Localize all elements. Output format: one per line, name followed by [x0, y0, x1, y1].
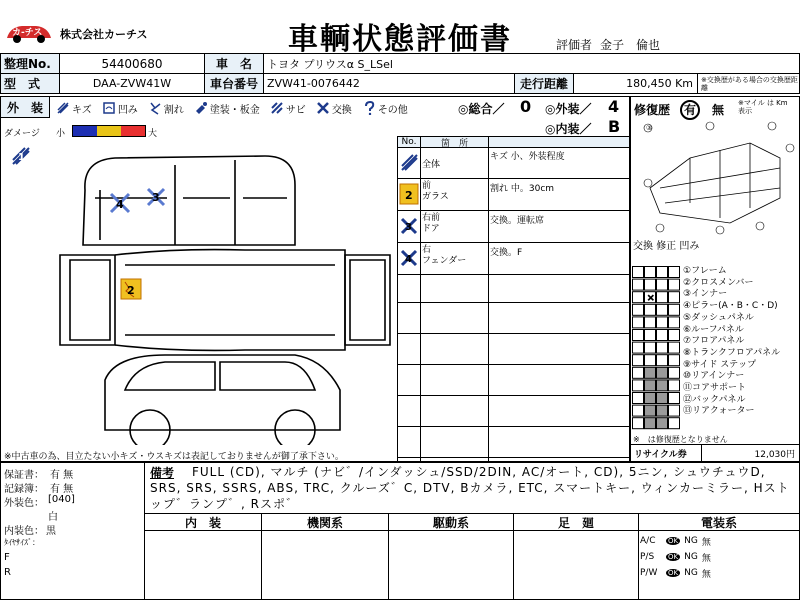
svg-text:3: 3	[405, 222, 412, 233]
ext-color-value: 白	[48, 512, 58, 523]
mark-4-right-fender	[108, 191, 132, 219]
repair-grid-cell	[657, 330, 668, 341]
dent-icon	[102, 101, 116, 115]
col-engine-body	[261, 530, 389, 600]
repair-grid-cell	[669, 405, 680, 416]
repair-grid-cell	[669, 292, 680, 303]
ok-circle: OK	[668, 537, 679, 545]
repair-grid-cell	[633, 367, 644, 378]
repair-grid-cell	[645, 317, 656, 328]
company-name: 株式会社カーチス	[60, 28, 148, 41]
repair-item-inner: ③インナー	[683, 289, 728, 300]
elec-row-pw: P/W OK NG 無	[640, 568, 711, 580]
table-row	[397, 179, 630, 211]
repair-grid-cell	[633, 292, 644, 303]
repair-grid-cell	[657, 367, 668, 378]
exterior-label: 外 装	[0, 96, 50, 118]
repair-grid-cell	[645, 380, 656, 391]
notes-header-part: 箇 所	[420, 136, 489, 148]
col-electrical: 電装系	[638, 513, 800, 531]
repair-label: 修復歴	[634, 103, 671, 117]
mark-3-right-front-door	[145, 186, 167, 212]
evaluator-name: 金子 倫也	[600, 38, 661, 52]
car-diagram	[55, 150, 395, 445]
repair-item-pillar: ④ピラー(A・B・C・D)	[683, 301, 778, 312]
replace-icon	[316, 101, 330, 115]
notes-row-1-icon	[399, 152, 419, 176]
svg-text:2: 2	[405, 189, 413, 202]
col-interior: 内 装	[144, 513, 262, 531]
car-name-value: トヨタ プリウスα S_LSel	[263, 53, 800, 74]
col-engine: 機関系	[261, 513, 389, 531]
warranty-value: 有 無	[50, 470, 74, 481]
table-row	[397, 211, 630, 243]
chassis-value: ZVW41-0076442	[263, 73, 515, 94]
legend-other: その他	[362, 101, 408, 116]
scratch-icon	[56, 101, 70, 115]
repair-item-rear-inner: ⑩リアインナー	[683, 371, 745, 382]
repair-grid-cell	[669, 317, 680, 328]
elec-row-ac: A/C OK NG 無	[640, 536, 711, 548]
repair-grid-cell	[633, 342, 644, 353]
paint-icon	[194, 101, 208, 115]
repair-grid-cell	[669, 330, 680, 341]
col-suspension: 足 廻	[513, 513, 639, 531]
col-suspension-body	[513, 530, 639, 600]
legend-paint: 塗装・板金	[194, 101, 260, 116]
repair-grid-cell	[657, 279, 668, 290]
col-header-fix: 修正	[656, 241, 677, 252]
repair-items-list	[683, 266, 780, 418]
notes-empty-rows	[397, 272, 630, 462]
repair-item-dash-panel: ⑤ダッシュパネル	[683, 312, 754, 323]
col-drivetrain-body	[388, 530, 514, 600]
repair-grid-cell	[633, 380, 644, 391]
legend-rust: サビ	[270, 101, 306, 116]
car-frame-diagram	[640, 118, 795, 238]
repair-grid-cell	[645, 330, 656, 341]
col-interior-body	[144, 530, 262, 600]
tire-r: R	[4, 567, 11, 578]
overall-label: ◎総合／	[458, 102, 505, 116]
document-title: 車輌状態評価書	[288, 22, 512, 57]
ext-grade-value: 4	[608, 97, 620, 116]
repair-item-trunk-floor: ⑧トランクフロアパネル	[683, 347, 781, 358]
svg-text:3: 3	[152, 191, 160, 204]
repair-item-side-step: ⑨サイド ステップ	[683, 359, 757, 370]
damage-large-label: 大	[148, 129, 158, 139]
repair-grid-cell	[657, 355, 668, 366]
int-color-value: 黒	[46, 526, 56, 537]
repair-grid-cell	[645, 367, 656, 378]
notes-rows	[397, 147, 630, 275]
notes-row-3-icon	[399, 216, 419, 240]
repair-grid-cell	[645, 342, 656, 353]
repair-grid-cell	[657, 380, 668, 391]
remarks-label: 備考	[150, 466, 175, 480]
ext-grade-label: ◎外装／	[545, 102, 592, 116]
repair-grid-cell	[657, 342, 668, 353]
evaluator-label: 評価者	[556, 38, 593, 52]
repair-grid-cell	[669, 279, 680, 290]
repair-grid-cell	[669, 418, 680, 429]
overall-value: 0	[520, 97, 532, 116]
int-color-label: 内装色：	[4, 526, 44, 537]
rust-icon	[270, 101, 284, 115]
exterior-footnote: ※中古車の為、目立たない小キズ・ウスキズは表記しておりませんが御了承下さい。	[4, 452, 344, 462]
repair-grid-cell	[645, 418, 656, 429]
repair-no: 無	[712, 103, 725, 117]
col-drivetrain: 駆動系	[388, 513, 514, 531]
legend-replace: 交換	[316, 101, 352, 116]
repair-grid-cell	[657, 292, 668, 303]
repair-grid-cell	[657, 393, 668, 404]
repair-footnote: ※ は修復歴となりません	[633, 435, 728, 444]
tire-f: F	[4, 552, 10, 563]
repair-mile-note: ※マイル は Km 表示	[738, 99, 788, 115]
legend-row	[56, 99, 408, 117]
notes-row-3-desc: 交換。運転席	[490, 216, 545, 226]
damage-small-label: 小	[56, 129, 66, 139]
other-icon	[362, 101, 376, 115]
repair-grid-cell	[657, 267, 668, 278]
ok-circle: OK	[668, 553, 679, 561]
repair-grid-cell	[657, 304, 668, 315]
record-label: 記録簿：	[4, 484, 44, 495]
repair-grid-cell	[669, 393, 680, 404]
repair-grid-cell	[645, 405, 656, 416]
damage-scale-bar	[72, 125, 146, 137]
repair-grid-cell	[645, 267, 656, 278]
mileage-value: 180,450 Km	[573, 73, 698, 94]
repair-grid-x-mark: ×	[647, 293, 655, 304]
repair-grid-cell	[633, 393, 644, 404]
col-header-replace: 交換	[633, 241, 653, 252]
mark-2-windshield	[120, 278, 142, 304]
notes-row-4-icon	[399, 248, 419, 272]
notes-row-3-part: 右前 ドア	[422, 213, 441, 234]
warranty-label: 保証書：	[4, 470, 44, 481]
notes-col-divider-2	[488, 136, 489, 462]
int-grade-label: ◎内装／	[545, 122, 592, 136]
notes-row-1-desc: キズ 小、外装程度	[490, 152, 565, 162]
col-header-dent: 凹み	[679, 241, 700, 252]
notes-row-4-desc: 交換。F	[490, 248, 523, 258]
repair-grid-cell	[645, 393, 656, 404]
mileage-label: 走行距離	[514, 73, 574, 94]
repair-grid-cell	[645, 279, 656, 290]
repair-grid-cell	[669, 355, 680, 366]
car-name-label: 車 名	[204, 53, 264, 74]
elec-row-ps: P/S OK NG 無	[640, 552, 711, 564]
notes-header-no: No.	[397, 136, 421, 148]
notes-row-2-icon	[399, 183, 419, 209]
repair-grid-cell	[633, 418, 644, 429]
repair-yes: 有	[680, 100, 700, 120]
repair-grid-cell	[657, 317, 668, 328]
repair-grid	[632, 266, 682, 431]
repair-item-cross-member: ②クロスメンバー	[683, 277, 754, 288]
legend-crack: 割れ	[148, 101, 184, 116]
table-row	[397, 243, 630, 275]
svg-text:4: 4	[405, 254, 412, 265]
mark-1-whole-car	[10, 146, 32, 170]
repair-grid-cell	[645, 355, 656, 366]
repair-grid-cell	[633, 405, 644, 416]
repair-grid-cell	[669, 367, 680, 378]
ok-circle: OK	[668, 569, 679, 577]
repair-grid-cell	[645, 304, 656, 315]
repair-item-frame: ①フレーム	[683, 266, 727, 276]
int-grade-value: B	[608, 117, 621, 136]
repair-grid-cell	[669, 267, 680, 278]
svg-text:③: ③	[646, 124, 653, 132]
repair-item-core-support: ⑪コアサポート	[683, 383, 747, 394]
repair-item-roof-panel: ⑥ルーフパネル	[683, 324, 744, 335]
svg-text:1: 1	[18, 152, 25, 163]
repair-grid-cell	[669, 304, 680, 315]
notes-col-divider-1	[420, 136, 421, 462]
repair-item-floor-panel: ⑦フロアパネル	[683, 336, 745, 347]
repair-grid-cell	[633, 267, 644, 278]
repair-grid-cell	[657, 418, 668, 429]
repair-grid-cell	[633, 355, 644, 366]
legend-scratch: キズ	[56, 101, 92, 116]
repair-grid-cell	[633, 279, 644, 290]
notes-row-4-part: 右 フェンダー	[422, 245, 467, 266]
svg-text:2: 2	[127, 284, 135, 297]
notes-row-2-desc: 割れ 中。30cm	[490, 184, 555, 194]
remarks-text: FULL (CD), マルチ (ナビ゛/インダッシュ/SSD/2DIN, AC/オート, CD), 5ニン, シュウチュウD, SRS, SRS, SSRS, ABS, TRC, クルーズ゛C, DTV, Bカメラ, ETC, スマートキー, ウィンカーミラー, Hストップ゛ランプ゛, Rスポ゛	[150, 465, 790, 511]
ext-color-label: 外装色：	[4, 498, 44, 509]
notes-row-1-part: 全体	[422, 160, 441, 170]
repair-item-back-panel: ⑫バックパネル	[683, 394, 746, 405]
elec-rows	[640, 533, 711, 581]
mgmt-no-value: 54400680	[59, 53, 205, 74]
repair-grid-cell	[633, 304, 644, 315]
mgmt-no-label: 整理No.	[0, 53, 60, 74]
damage-label: ダメージ	[4, 129, 40, 139]
recycle-label: リサイクル券	[630, 444, 702, 462]
chassis-label: 車台番号	[204, 73, 264, 94]
logo-text: カ-チス	[12, 28, 43, 38]
ext-color-code: [040]	[48, 494, 75, 505]
tire-size-label: ﾀｲﾔｻｲｽﾞ：	[4, 538, 40, 547]
repair-grid-cell	[633, 317, 644, 328]
company-logo	[4, 22, 54, 44]
model-label: 型 式	[0, 73, 60, 94]
repair-item-rear-quarter: ⑬リアクォーター	[683, 406, 755, 417]
recycle-value: 12,030円	[701, 444, 800, 462]
repair-grid-cell	[669, 342, 680, 353]
model-value: DAA-ZVW41W	[59, 73, 205, 94]
svg-text:4: 4	[116, 198, 124, 211]
repair-grid-cell	[633, 330, 644, 341]
record-value: 有 無	[50, 484, 74, 495]
notes-row-2-part: 前 ガラス	[422, 181, 449, 202]
crack-icon	[148, 101, 162, 115]
table-row	[397, 147, 630, 179]
repair-col-headers	[633, 241, 699, 252]
repair-grid-cell	[669, 380, 680, 391]
legend-dent: 凹み	[102, 101, 138, 116]
mileage-note: ※交換歴がある場合の交換歴距離	[697, 73, 800, 94]
repair-grid-cell	[657, 405, 668, 416]
